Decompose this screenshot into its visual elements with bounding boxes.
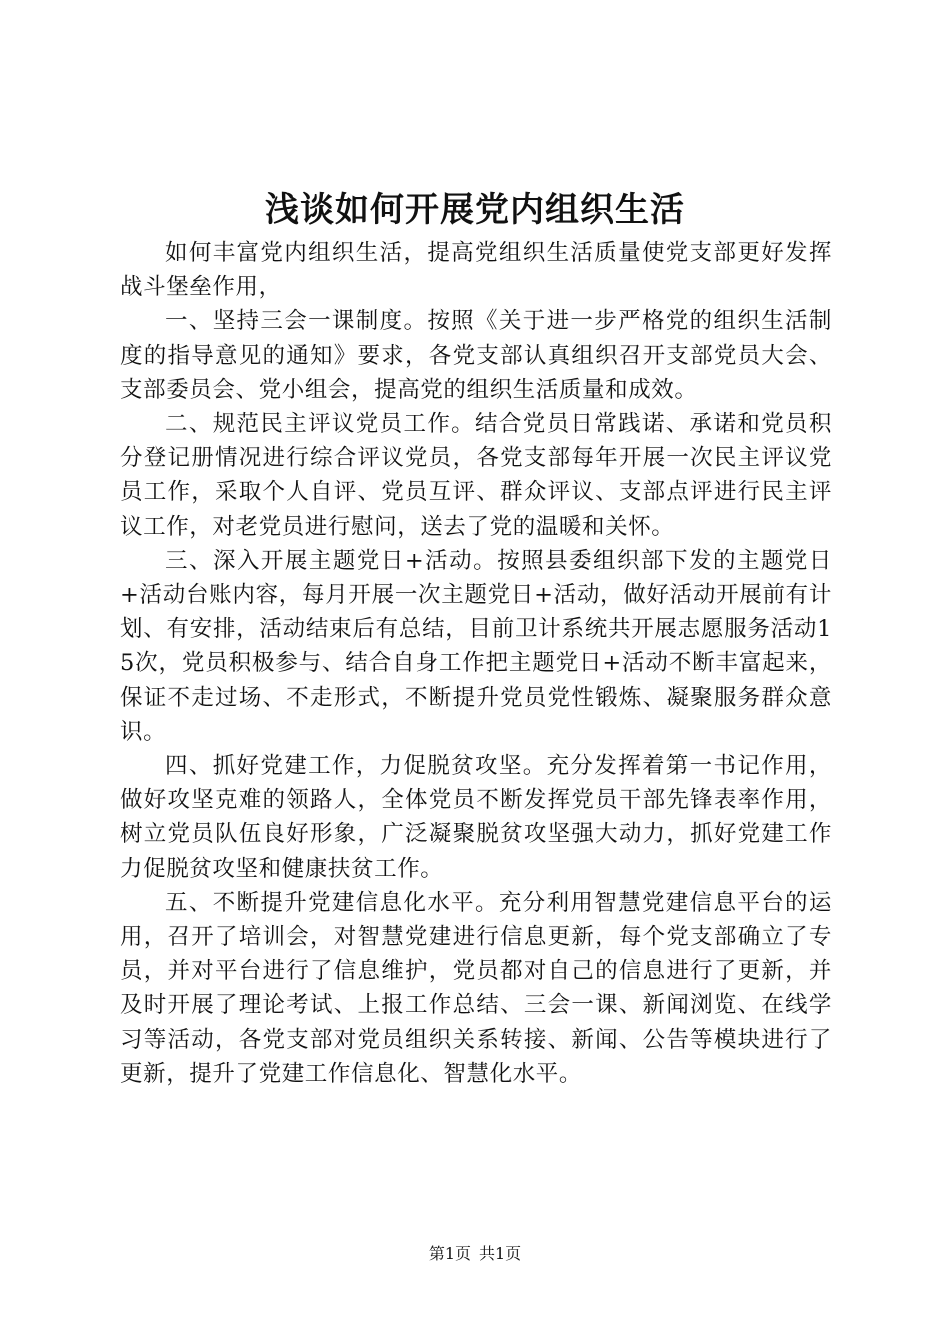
paragraph-section-5: 五、不断提升党建信息化水平。充分利用智慧党建信息平台的运用，召开了培训会，对智慧党建进行信息更新，每个党支部确立了专员，并对平台进行了信息维护，党员都对自己的信息进行了更新，并及时开展了理论考试、上报工作总结、三会一课、新闻浏览、在线学习等活动，各党支部对党员组织关系转接、新闻、公告等模块进行了更新，提升了党建工作信息化、智慧化水平。	[120, 889, 832, 1087]
paragraph-section-1: 一、坚持三会一课制度。按照《关于进一步严格党的组织生活制度的指导意见的通知》要求，各党支部认真组织召开支部党员大会、支部委员会、党小组会，提高党的组织生活质量和成效。	[120, 308, 832, 403]
document-body	[120, 236, 832, 1091]
paragraph-section-4: 四、抓好党建工作，力促脱贫攻坚。充分发挥着第一书记作用，做好攻坚克难的领路人，全体党员不断发挥党员干部先锋表率作用，树立党员队伍良好形象，广泛凝聚脱贫攻坚强大动力，抓好党建工作力促脱贫攻坚和健康扶贫工作。	[120, 753, 832, 882]
paragraph-section-2: 二、规范民主评议党员工作。结合党员日常践诺、承诺和党员积分登记册情况进行综合评议党员，各党支部每年开展一次民主评议党员工作，采取个人自评、党员互评、群众评议、支部点评进行民主评议工作，对老党员进行慰问，送去了党的温暖和关怀。	[120, 411, 832, 540]
page-footer	[0, 1243, 950, 1265]
document-title: 浅谈如何开展党内组织生活	[265, 190, 685, 230]
paragraph-section-3: 三、深入开展主题党日+活动。按照县委组织部下发的主题党日+活动台账内容，每月开展一次主题党日+活动，做好活动开展前有计划、有安排，活动结束后有总结，目前卫计系统共开展志愿服务活动15次，党员积极参与、结合自身工作把主题党日+活动不断丰富起来，保证不走过场、不走形式，不断提升党员党性锻炼、凝聚服务群众意识。	[120, 547, 832, 745]
page-number: 第1页	[428, 1244, 471, 1263]
paragraph-intro: 如何丰富党内组织生活，提高党组织生活质量使党支部更好发挥战斗堡垒作用，	[120, 240, 832, 301]
page-total: 共1页	[479, 1244, 522, 1263]
